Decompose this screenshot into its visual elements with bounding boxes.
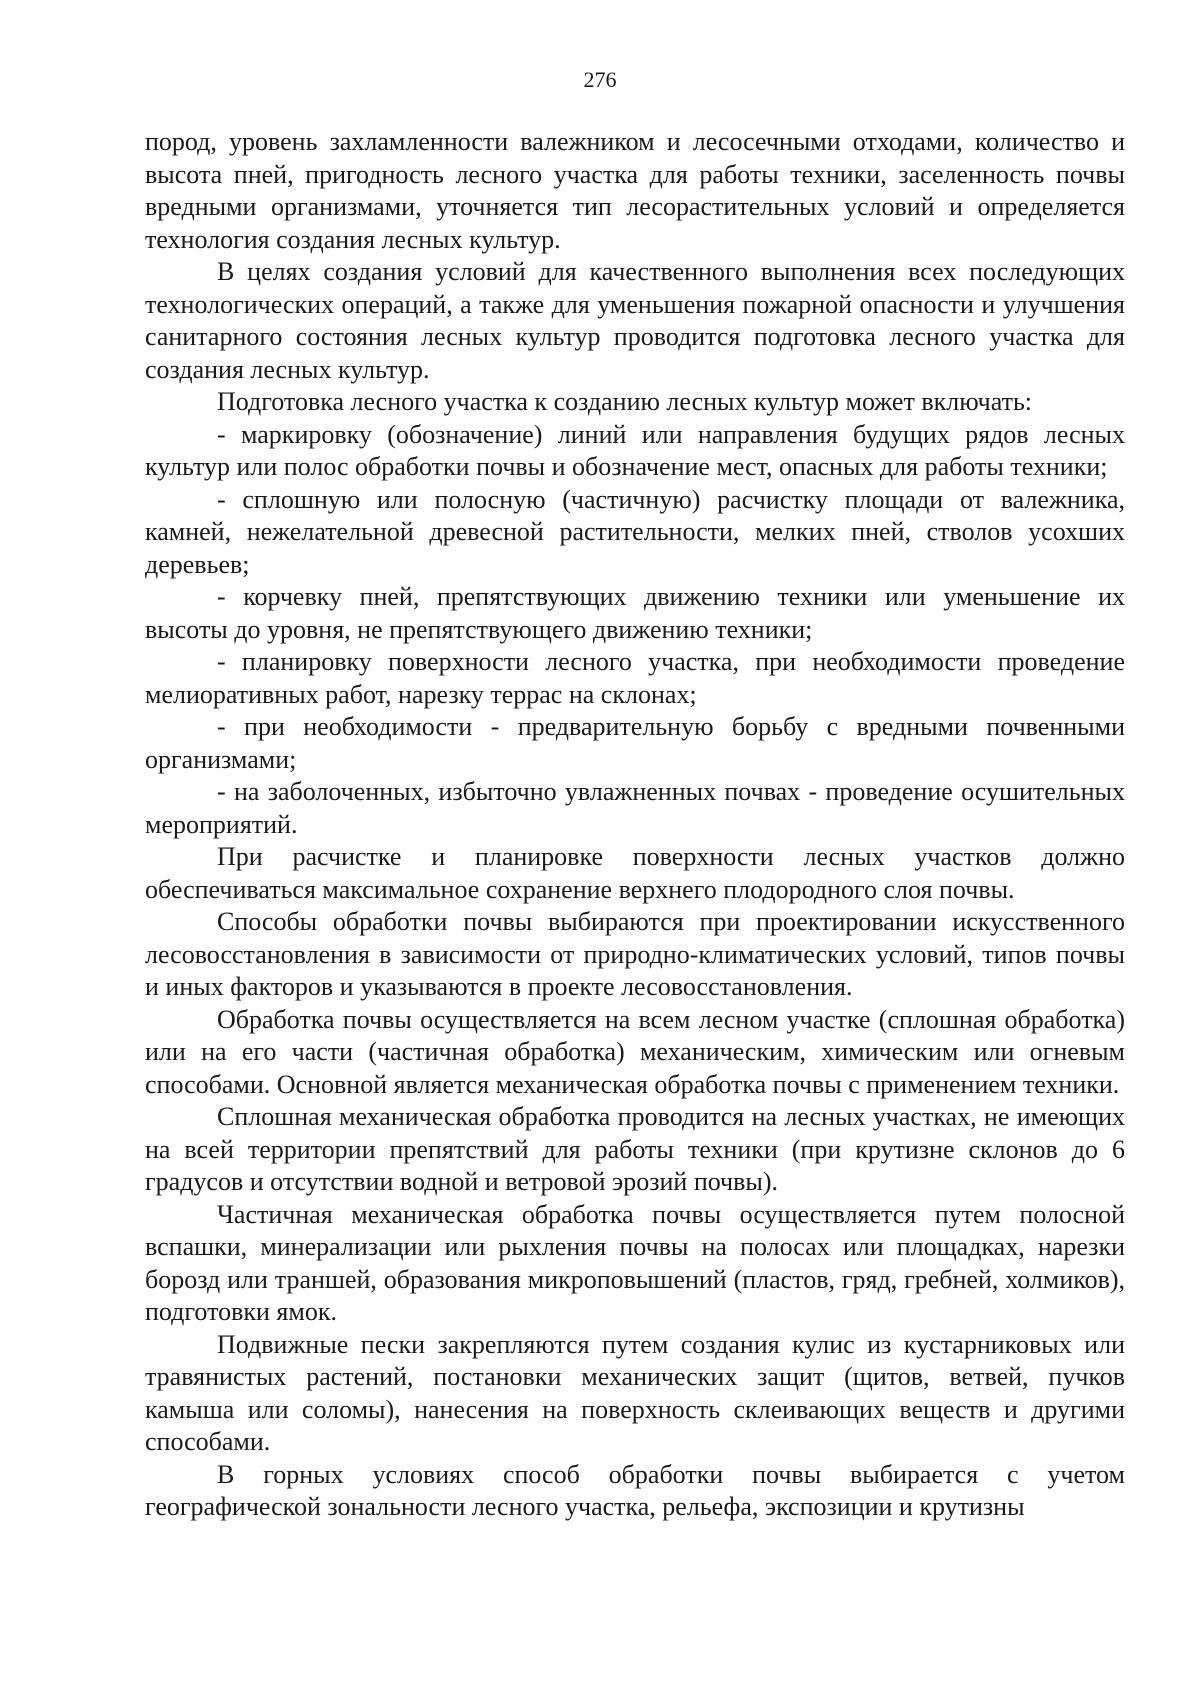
paragraph: В целях создания условий для качественного выполнения всех последующих технологических операций, а также для уменьшения пожарной опасности и улучшения санитарного состояния лесных культур проводится подготовка лесного участка для создания лесных культур.	[145, 257, 1125, 384]
paragraph: В горных условиях способ обработки почвы выбирается с учетом географической зональности лесного участка, рельефа, экспозиции и крутизны	[145, 1459, 1125, 1521]
list-item: - планировку поверхности лесного участка, при необходимости проведение мелиоративных работ, нарезку террас на склонах;	[145, 647, 1125, 709]
paragraph: Подготовка лесного участка к созданию лесных культур может включать:	[217, 387, 1033, 416]
paragraph: Подвижные пески закрепляются путем создания кулис из кустарниковых или травянистых растений, постановки механических защит (щитов, ветвей, пучков камыша или соломы), нанесения на поверхность склеивающих веществ и другими способами.	[145, 1329, 1125, 1456]
list-item: - корчевку пней, препятствующих движению техники или уменьшение их высоты до уровня, не препятствующего движению техники;	[145, 582, 1125, 644]
list-item: - при необходимости - предварительную борьбу с вредными почвенными организмами;	[145, 712, 1125, 774]
document-body	[145, 126, 1125, 1524]
paragraph: Частичная механическая обработка почвы осуществляется путем полосной вспашки, минерализации или рыхления почвы на полосах или площадках, нарезки борозд или траншей, образования микроповышений (пластов, гряд, гребней, холмиков), подготовки ямок.	[145, 1199, 1125, 1326]
paragraph-continuation: пород, уровень захламленности валежником и лесосечными отходами, количество и высота пней, пригодность лесного участка для работы техники, заселенность почвы вредными организмами, уточняется тип лесорастительных условий и определяется технология создания лесных культур.	[145, 127, 1125, 254]
page-number: 276	[583, 67, 617, 92]
list-item: - сплошную или полосную (частичную) расчистку площади от валежника, камней, нежелательной древесной растительности, мелких пней, стволов усохших деревьев;	[145, 484, 1125, 579]
paragraph: Обработка почвы осуществляется на всем лесном участке (сплошная обработка) или на его части (частичная обработка) механическим, химическим или огневым способами. Основной является механическая обработка почвы с применением техники.	[145, 1004, 1125, 1099]
list-item: - на заболоченных, избыточно увлажненных почвах - проведение осушительных мероприятий.	[145, 777, 1125, 839]
paragraph: Способы обработки почвы выбираются при проектировании искусственного лесовосстановления в зависимости от природно-климатических условий, типов почвы и иных факторов и указываются в проекте лесовосстановления.	[145, 907, 1125, 1001]
paragraph: Сплошная механическая обработка проводится на лесных участках, не имеющих на всей территории препятствий для работы техники (при крутизне склонов до 6 градусов и отсутствии водной и ветровой эрозий почвы).	[145, 1102, 1125, 1196]
list-item: - маркировку (обозначение) линий или направления будущих рядов лесных культур или полос обработки почвы и обозначение мест, опасных для работы техники;	[145, 419, 1125, 481]
paragraph: При расчистке и планировке поверхности лесных участков должно обеспечиваться максимальное сохранение верхнего плодородного слоя почвы.	[145, 842, 1125, 904]
